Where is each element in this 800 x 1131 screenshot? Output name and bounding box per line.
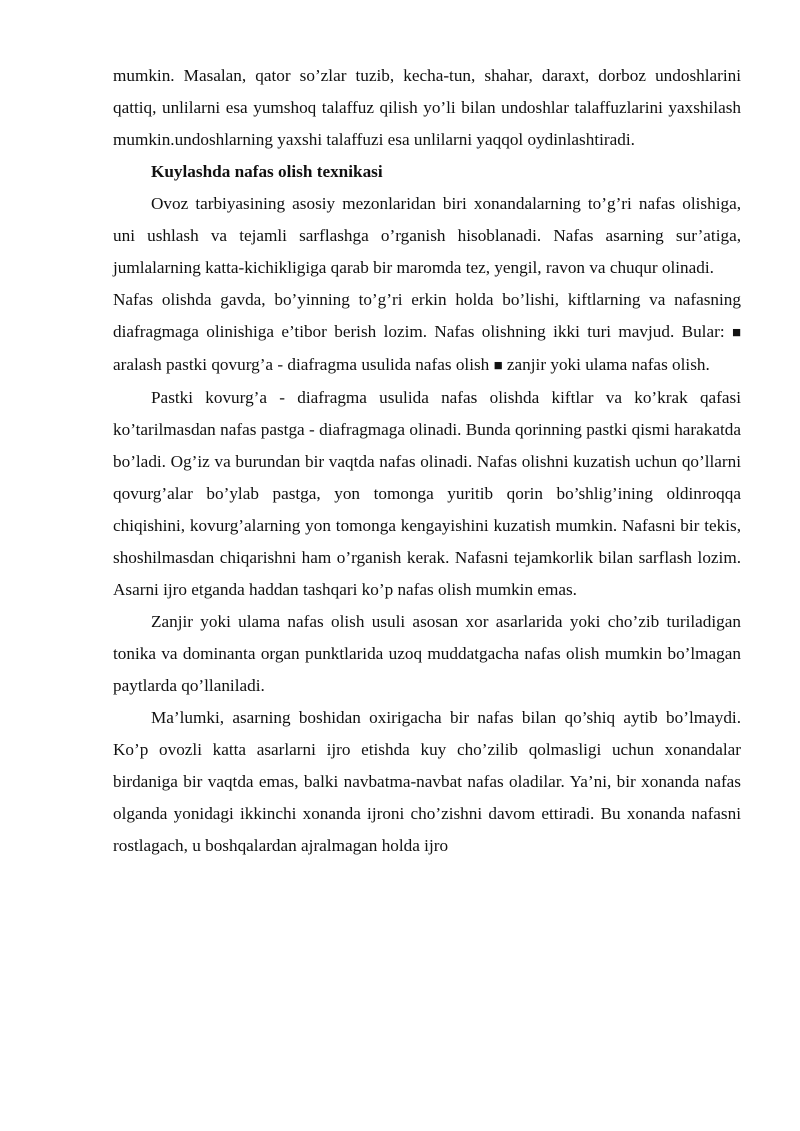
paragraph-3-text: Nafas olishda gavda, bo’yinning to’g’ri erkin holda bo’lishi, kiftlarning va nafasning diafragmaga olinishiga e’tibor berish lozim. Nafas olishning ikki turi mavjud. Bular: — [113, 290, 741, 341]
document-page — [113, 60, 741, 862]
section-heading: Kuylashda nafas olish texnikasi — [151, 162, 383, 181]
bullet-square-icon: ■ — [493, 358, 503, 374]
paragraph-6: Ma’lumki, asarning boshidan oxirigacha bir nafas bilan qo’shiq aytib bo’lmaydi. Ko’p ovozli katta asarlarni ijro etishda kuy cho’zilib qolmasligi uchun xonandalar birdaniga bir vaqtda emas, balki navbatma-navbat nafas oladilar. Ya’ni, bir xonanda nafas olganda yonidagi ikkinchi xonanda ijroni cho’zishni davom ettiradi. Bu xonanda nafasni rostlagach, u boshqalardan ajralmagan holda ijro — [113, 708, 741, 855]
bullet-item-2: zanjir yoki ulama nafas olish. — [506, 355, 710, 374]
bullet-item-1: aralash pastki qovurg’a - diafragma usulida nafas olish — [113, 355, 490, 374]
bullet-square-icon: ■ — [731, 325, 742, 341]
paragraph-2: Ovoz tarbiyasining asosiy mezonlaridan biri xonandalarning to’g’ri nafas olishiga, uni ushlash va tejamli sarflashga o’rganish hisoblanadi. Nafas asarning sur’atiga, jumlalarning katta-kichikligiga qarab bir maromda tez, yengil, ravon va chuqur olinadi. — [113, 194, 741, 277]
paragraph-3 — [113, 284, 741, 382]
paragraph-4: Pastki kovurg’a - diafragma usulida nafas olishda kiftlar va ko’krak qafasi ko’tarilmasdan nafas pastga - diafragmaga olinadi. Bunda qorinning pastki qismi harakatda bo’ladi. Og’iz va burundan bir vaqtda nafas olinadi. Nafas olishni kuzatish uchun qo’llarni qovurg’alar bo’ylab pastga, yon tomonga yuritib qorin bo’shlig’ining oldinroqqa chiqishini, kovurg’alarning yon tomonga kengayishini kuzatish mumkin. Nafasni bir tekis, shoshilmasdan chiqarishni ham o’rganish kerak. Nafasni tejamkorlik bilan sarflash lozim. Asarni ijro etganda haddan tashqari ko’p nafas olish mumkin emas. — [113, 388, 741, 599]
paragraph-5: Zanjir yoki ulama nafas olish usuli asosan xor asarlarida yoki cho’zib turiladigan tonika va dominanta organ punktlarida uzoq muddatgacha nafas olish mumkin bo’lmagan paytlarda qo’llaniladi. — [113, 612, 741, 695]
paragraph-1: mumkin. Masalan, qator so’zlar tuzib, kecha-tun, shahar, daraxt, dorboz undoshlarini qattiq, unlilarni esa yumshoq talaffuz qilish yo’li bilan undoshlar talaffuzlarini yaxshilash mumkin.undoshlarning yaxshi talaffuzi esa unlilarni yaqqol oydinlashtiradi. — [113, 66, 741, 149]
